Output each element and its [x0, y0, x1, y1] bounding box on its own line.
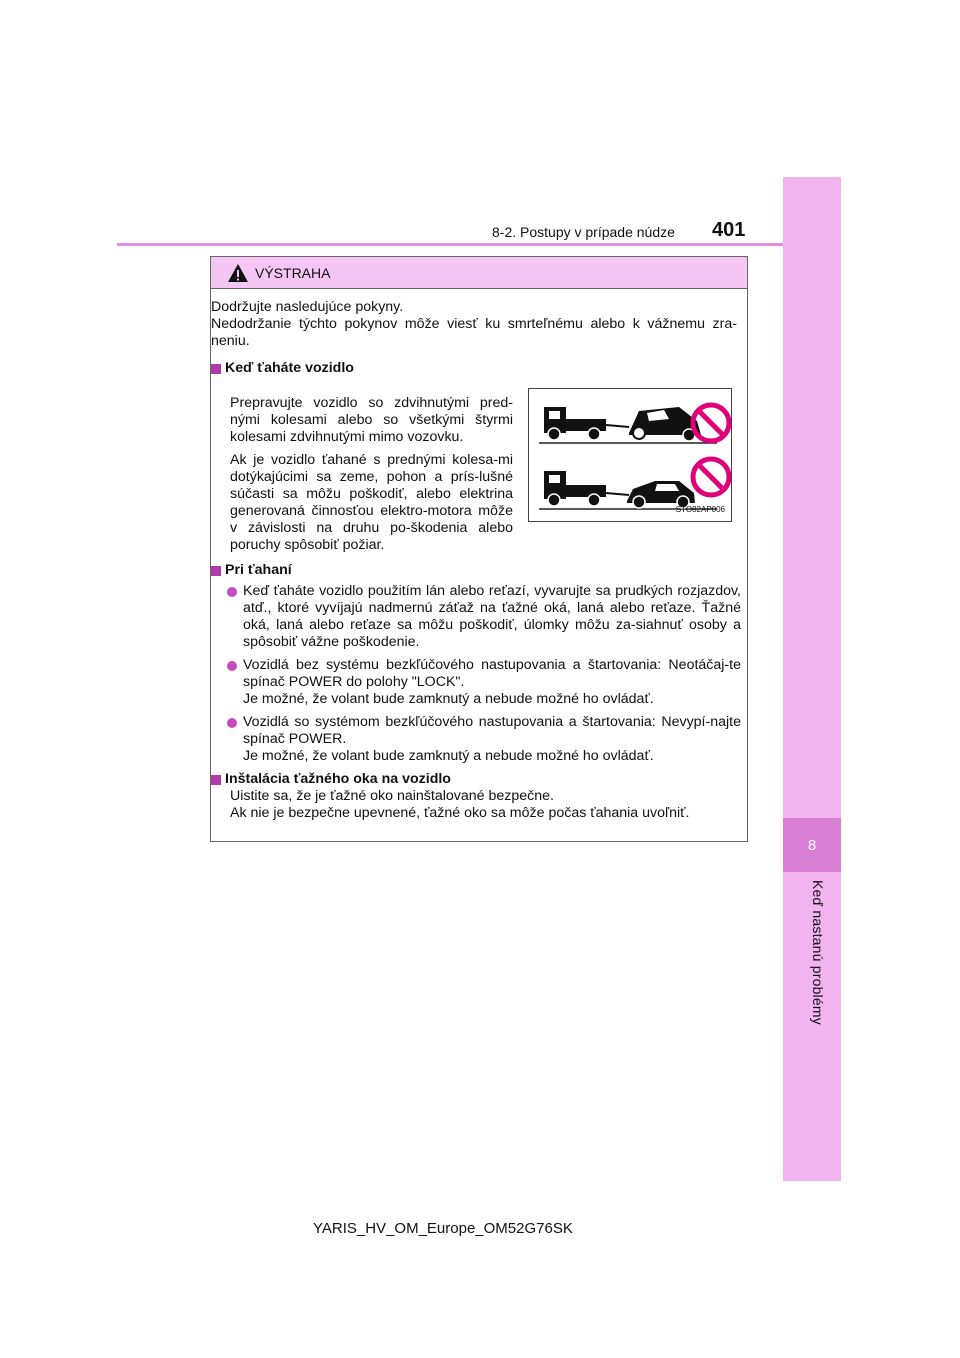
- chapter-title: Keď nastanú problémy: [810, 880, 826, 1025]
- bullet-item: [211, 657, 741, 708]
- section-heading-pulling: [211, 562, 741, 579]
- bullet-dot-icon: [227, 661, 237, 671]
- figure-code: STO82AP006: [675, 505, 725, 514]
- warning-box: [210, 256, 748, 842]
- warning-intro-2: Nedodržanie týchto pokynov môže viesť ku smrteľnému alebo k vážnemu zra-neniu.: [211, 316, 737, 349]
- heading-square-icon: [211, 364, 221, 374]
- header-rule: [117, 243, 783, 246]
- warning-title: VÝSTRAHA: [255, 264, 331, 281]
- page-number: 401: [712, 219, 746, 241]
- heading-label: Pri ťahaní: [225, 562, 292, 578]
- bullet-line: Vozidlá bez systému bezkľúčového nastupovania a štartovania: Neotáčaj-te spínač POWER do polohy "LOCK".: [243, 657, 741, 690]
- chapter-number: 8: [807, 836, 817, 854]
- bullet-item: [211, 583, 741, 651]
- document-code: YARIS_HV_OM_Europe_OM52G76SK: [313, 1220, 573, 1237]
- chapter-tab[interactable]: [783, 818, 841, 872]
- heading-square-icon: [211, 566, 221, 576]
- tow-eye-line: Ak nie je bezpečne upevnené, ťažné oko sa môže počas ťahania uvoľniť.: [230, 805, 690, 821]
- towing-figure: [528, 388, 732, 522]
- bullet-note: Je možné, že volant bude zamknutý a nebude možné ho ovládať.: [243, 748, 654, 764]
- bullet-text: [243, 657, 741, 708]
- towing-paragraph: Prepravujte vozidlo so zdvihnutými pred-nými kolesami alebo so všetkými štyrmi kolesami zdvihnutými mimo vozovku.: [230, 395, 513, 445]
- tow-eye-text: [211, 788, 741, 822]
- bullet-text: [243, 583, 741, 651]
- heading-square-icon: [211, 775, 221, 785]
- bullet-line: Keď ťaháte vozidlo použitím lán alebo reťazí, vyvarujte sa prudkých rozjazdov, atď., ktoré vyvíjajú nadmernú záťaž na ťažné oká, laná alebo reťaze. Ťažné oká, laná alebo reťaze sa môžu poškodiť, úlomky môžu za-siahnuť osoby a spôsobiť vážne poškodenie.: [243, 583, 741, 650]
- section-heading-towing: [211, 360, 741, 377]
- section-title: 8-2. Postupy v prípade núdze: [492, 224, 675, 240]
- towing-text: [211, 385, 513, 554]
- warning-intro-1: Dodržujte nasledujúce pokyny.: [211, 299, 404, 315]
- bullet-text: [243, 714, 741, 765]
- warning-body: [211, 289, 747, 822]
- section-heading-tow-eye: [211, 771, 741, 788]
- warning-header: [211, 257, 747, 289]
- warning-triangle-icon: [227, 263, 249, 283]
- towing-paragraph: Ak je vozidlo ťahané s prednými kolesa-mi dotýkajúcimi sa zeme, pohon a prís-lušné súčasti sa môžu poškodiť, alebo elektrina generovaná činnosťou elektro-motora môže v závislosti na druhu po-škodenia alebo poruchy spôsobiť požiar.: [230, 452, 513, 553]
- tow-eye-line: Uistite sa, že je ťažné oko nainštalované bezpečne.: [230, 788, 554, 804]
- bullet-line: Vozidlá so systémom bezkľúčového nastupovania a štartovania: Nevypí-najte spínač POWER.: [243, 714, 741, 747]
- bullet-dot-icon: [227, 718, 237, 728]
- bullet-note: Je možné, že volant bude zamknutý a nebude možné ho ovládať.: [243, 691, 654, 707]
- bullet-item: [211, 714, 741, 765]
- heading-label: Keď ťaháte vozidlo: [225, 360, 354, 376]
- heading-label: Inštalácia ťažného oka na vozidlo: [225, 771, 451, 787]
- bullet-dot-icon: [227, 587, 237, 597]
